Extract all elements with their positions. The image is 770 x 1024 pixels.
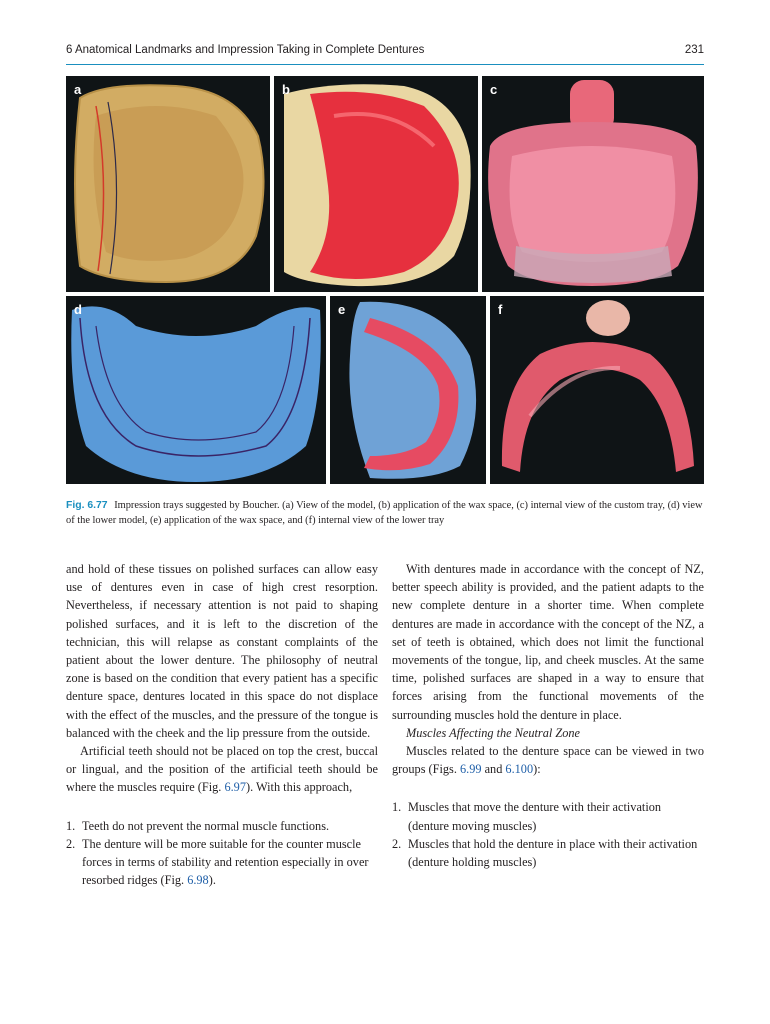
list-item: 1. Muscles that move the denture with their activation (denture moving muscles) bbox=[392, 800, 662, 833]
figure-link[interactable]: 6.99 bbox=[459, 762, 482, 777]
panel-label-c: c bbox=[490, 82, 498, 97]
paragraph: With dentures made in accordance with the concept of NZ, better speech ability is provided, and the patient adapts to the new complete denture in a shorter time. When complete dentures are made in accordance with the concept of the NZ, a set of teeth is obtained, which does not limit the functional movements of the tongue, lip, and cheek muscles. At the same time, polished surfaces are shaped in a way to ensure that forces arising from the functional movements of the surrounding muscles hold the denture in place. bbox=[392, 562, 704, 722]
running-header bbox=[66, 44, 704, 64]
panel-label-d: d bbox=[74, 302, 82, 317]
list-item: 2. The denture will be more suitable for the counter muscle forces in terms of stability and retention especially in over resorbed ridges (Fig. 6.98). bbox=[66, 836, 369, 888]
figure-panel-e bbox=[330, 296, 486, 484]
header-rule bbox=[66, 64, 704, 65]
panel-label-e: e bbox=[338, 302, 346, 317]
figure-link[interactable]: 6.100 bbox=[505, 762, 534, 777]
figure-link[interactable]: 6.98 bbox=[187, 873, 209, 888]
paragraph: and hold of these tissues on polished surfaces can allow easy use of dentures even in case of high crest resorption. Nevertheless, if necessary attention is not paid to shaping polished surfaces, and it is left to the discretion of the technician, this will relapse as constant complaints of the patient about the lower denture. The philosophy of neutral zone is based on the condition that every patient has a specific denture space, dentures located in this space do not displace with the effect of the muscles, and the pressure of the tongue is balanced with the cheek and the lip pressure from the outside. bbox=[66, 562, 378, 740]
figure-panel-d bbox=[66, 296, 326, 484]
custom-tray-lower-image bbox=[490, 296, 704, 484]
upper-cast-image bbox=[66, 76, 270, 292]
right-column bbox=[392, 560, 704, 871]
numbered-list bbox=[392, 798, 704, 871]
figure-panel-a bbox=[66, 76, 270, 292]
figure-panel-c bbox=[482, 76, 704, 292]
figure-panel-b bbox=[274, 76, 478, 292]
figure-panel-f bbox=[490, 296, 704, 484]
lower-cast-image bbox=[66, 296, 326, 484]
panel-label-f: f bbox=[498, 302, 503, 317]
wax-space-upper-image bbox=[274, 76, 478, 292]
wax-space-lower-image bbox=[330, 296, 486, 484]
numbered-list bbox=[66, 817, 378, 890]
figure-number: Fig. 6.77 bbox=[66, 500, 108, 511]
panel-label-b: b bbox=[282, 82, 290, 97]
page-number: 231 bbox=[684, 44, 704, 56]
list-item: 2. Muscles that hold the denture in place with their activation (denture holding muscles) bbox=[392, 836, 698, 870]
chapter-title: 6 Anatomical Landmarks and Impression Taking in Complete Dentures bbox=[66, 44, 425, 56]
figure-link[interactable]: 6.97 bbox=[224, 780, 246, 795]
panel-label-a: a bbox=[74, 82, 82, 97]
list-item: 1. Teeth do not prevent the normal muscle functions. bbox=[66, 818, 330, 833]
custom-tray-upper-image bbox=[482, 76, 704, 292]
paragraph: Artificial teeth should not be placed on top the crest, buccal or lingual, and the position of the artificial teeth should be where the muscles require (Fig. 6.97). With this approach, bbox=[66, 744, 378, 795]
left-column bbox=[66, 560, 378, 889]
paragraph: Muscles related to the denture space can be viewed in two groups (Figs. 6.99 and 6.100): bbox=[392, 744, 704, 777]
figure-caption bbox=[66, 498, 704, 528]
section-heading: Muscles Affecting the Neutral Zone bbox=[406, 725, 580, 740]
caption-text: Impression trays suggested by Boucher. (a) View of the model, (b) application of the wax space, (c) internal view of the custom tray, (d) view of the lower model, (e) application of the wax space, and (f) internal view of the lower tray bbox=[66, 500, 703, 526]
